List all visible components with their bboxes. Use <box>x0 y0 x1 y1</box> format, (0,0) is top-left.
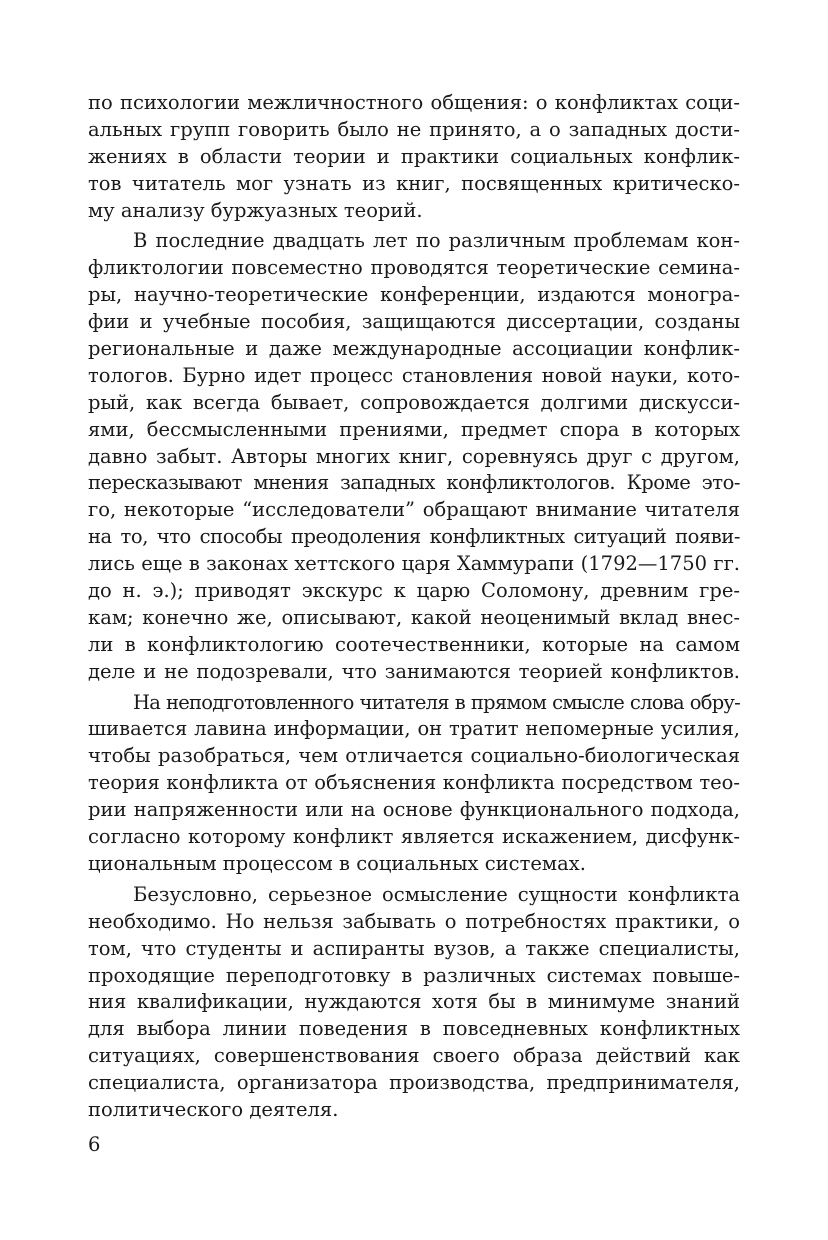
text-line: давно забыт. Авторы многих книг, соревнуясь друг с другом, <box>88 444 740 468</box>
text-line: тологов. Бурно идет процесс становления новой науки, кото- <box>88 363 740 387</box>
text-line: циональным процессом в социальных системах. <box>88 851 586 875</box>
text-line: шивается лавина информации, он тратит непомерные усилия, <box>88 717 740 741</box>
text-line: на то, что способы преодоления конфликтных ситуаций появи- <box>88 525 740 549</box>
text-line: ли в конфликтологию соотечественники, которые на самом <box>88 632 740 656</box>
text-line: кам; конечно же, описывают, какой неоценимый вклад внес- <box>88 605 740 629</box>
text-line: региональные и даже международные ассоциации конфлик- <box>88 337 740 361</box>
text-line: жениях в области теории и практики социальных конфлик- <box>88 144 740 168</box>
text-line: ры, научно-теоретические конференции, издаются моногра- <box>88 283 740 307</box>
text-line: проходящие переподготовку в различных системах повыше- <box>88 963 740 987</box>
text-line: согласно которому конфликт является искажением, дисфунк- <box>88 825 740 849</box>
paragraph-2 <box>88 228 740 685</box>
text-line: рый, как всегда бывает, сопровождается долгими дискусси- <box>88 390 740 414</box>
text-line: Безусловно, серьезное осмысление сущности конфликта <box>133 882 740 906</box>
text-line: для выбора линии поведения в повседневных конфликтных <box>88 1017 740 1041</box>
text-line: фликтологии повсеместно проводятся теоретические семина- <box>88 256 740 280</box>
text-line: деле и не подозревали, что занимаются теорией конфликтов. <box>88 659 740 683</box>
page-text <box>88 90 740 1124</box>
text-line: ями, бессмысленными прениями, предмет спора в которых <box>88 417 740 441</box>
text-line: по психологии межличностного общения: о конфликтах соци- <box>88 91 740 114</box>
text-line: лись еще в законах хеттского царя Хаммурапи (1792—1750 гг. <box>88 552 740 576</box>
text-line: ния квалификации, нуждаются хотя бы в минимуме знаний <box>88 990 740 1014</box>
text-line: рии напряженности или на основе функционального подхода, <box>88 798 740 822</box>
text-line: пересказывают мнения западных конфликтологов. Кроме это- <box>88 471 740 495</box>
text-line: том, что студенты и аспиранты вузов, а также специалисты, <box>88 936 740 960</box>
text-line: В последние двадцать лет по различным проблемам кон- <box>133 229 740 253</box>
text-line: ситуациях, совершенствования своего образа действий как <box>88 1044 740 1068</box>
text-line: му анализу буржуазных теорий. <box>88 198 423 222</box>
text-line: теория конфликта от объяснения конфликта посредством тео- <box>88 771 740 795</box>
paragraph-4 <box>88 882 740 1124</box>
text-line: фии и учебные пособия, защищаются диссертации, созданы <box>88 310 740 334</box>
text-line: необходимо. Но нельзя забывать о потребностях практики, о <box>88 909 740 933</box>
text-line: политического деятеля. <box>88 1097 339 1121</box>
text-line: специалиста, организатора производства, предпринимателя, <box>88 1071 740 1095</box>
text-line: до н. э.); приводят экскурс к царю Соломону, древним гре- <box>88 579 740 603</box>
paragraph-3 <box>88 690 740 878</box>
page-number: 6 <box>88 1133 101 1156</box>
text-line: альных групп говорить было не принято, а о западных дости- <box>88 117 740 141</box>
text-line: го, некоторые “исследователи” обращают внимание читателя <box>88 498 740 522</box>
text-line: На неподготовленного читателя в прямом смысле слова обру- <box>133 690 740 714</box>
text-line: тов читатель мог узнать из книг, посвященных критическо- <box>88 171 740 195</box>
paragraph-1 <box>88 90 740 224</box>
text-line: чтобы разобраться, чем отличается социально-биологическая <box>88 744 740 768</box>
